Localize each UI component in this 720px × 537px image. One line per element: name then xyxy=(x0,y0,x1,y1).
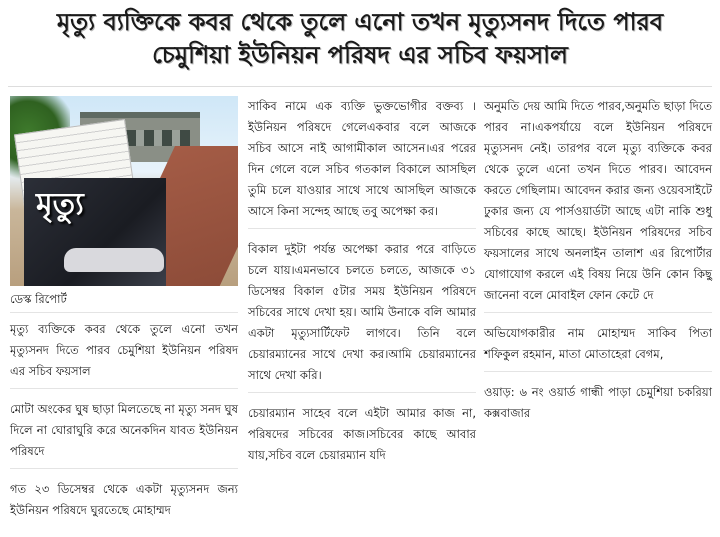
headline-line-1: মৃত্যু ব্যক্তিকে কবর থেকে তুলে এনো তখন মৃত্যুসনদ দিতে পারব xyxy=(56,8,664,36)
column2-paragraph-3: চেয়ারম্যান সাহেব বলে এইটা আমার কাজ না, পরিষদের সচিবের কাজ।সচিবের কাছে আবার যায়,সচিব বলে চেয়ারম্যান যদি xyxy=(248,406,476,462)
column1-paragraph-1: মৃত্যু ব্যক্তিকে কবর থেকে তুলে এনো তখন মৃত্যুসনদ দিতে পারব চেমুশিয়া ইউনিয়ন পরিষদ এর সচিব ফয়সাল xyxy=(10,319,238,389)
photo-shrouded-body xyxy=(64,248,164,272)
column-2 xyxy=(248,96,476,482)
column3-paragraph-1: অনুমতি দেয় আমি দিতে পারব,অনুমতি ছাড়া দিতে পারব না।একপর্যায়ে বলে ইউনিয়ন পরিষদে মৃত্যুসনদ নেই। তারপর বলে মৃত্যু ব্যক্তিকে কবর থেকে তুলে এনো তখন দিতে পারব। আবেদন করতে গেছিলাম। আবেদন করার জন্য ওয়েবসাইটে ঢুকার জন্য যে পার্সওয়ার্ডটা আছে এটা নাকি শুধু সচিবের কাছে আছে। ইউনিয়ন পরিষদের সচিব ফয়সালের সাথে অনলাইন তালাশ এর রিপোর্টার যোগাযোগ করলে এই বিষয় নিয়ে উনি কোন কিছু জানেনা বলে মোবাইল ফোন কেটে দে xyxy=(484,96,712,313)
news-photo xyxy=(10,96,238,286)
column2-paragraph-1: সাকিব নামে এক ব্যক্তি ভুক্তভোগীর বক্তব্য । ইউনিয়ন পরিষদে গেলেএকবার বলে আজকে সচিব আসে নাই আগামীকাল আসেন।এর পরের দিন গেলে বলে সচিব গতকাল বিকালে আসছিল তুমি চলে যাওয়ার সাথে সাথে আসছিল আজকে আসে কিনা সন্দেহ আছে তবু অপেক্ষা কর। xyxy=(248,96,476,229)
column-1 xyxy=(10,96,238,537)
column-3 xyxy=(484,96,712,440)
headline-line-2: চেমুশিয়া ইউনিয়ন পরিষদ এর সচিব ফয়সাল xyxy=(152,41,568,69)
column3-paragraph-2: অভিযোগকারীর নাম মোহাম্মদ সাকিব পিতা শফিকুল রহমান, মাতা মোতাহেরা বেগম, xyxy=(484,323,712,372)
column1-paragraph-3: গত ২৩ ডিসেম্বর থেকে একটা মৃত্যুসনদ জন্য ইউনিয়ন পরিষদে ঘুরতেছে মোহাম্মদ xyxy=(10,482,238,517)
column3-paragraph-3: ওয়াড়: ৬ নং ওয়ার্ড গান্ধী পাড়া চেমুশিয়া চকরিয়া কক্সবাজার xyxy=(484,385,712,420)
photo-overlay-label: মৃত্যু xyxy=(36,187,84,222)
headline-divider xyxy=(8,86,712,87)
column2-paragraph-2: বিকাল দুইটা পর্যন্ত অপেক্ষা করার পরে বাড়িতে চলে যায়।এমনভাবে চলতে চলতে, আজকে ৩১ ডিসেম্বর বিকাল ৫টার সময় ইউনিয়ন পরিষদে সচিবের সাথে দেখা হয়। আমি উনাকে বলি আমার একটা মৃত্যুসার্টিফেট লাগবে। তিনি বলে চেয়ারম্যানের সাথে দেখা কর।আমি চেয়ারম্যানের সাথে দেখা করি। xyxy=(248,239,476,393)
column1-paragraph-2: মোটা অংকের ঘুষ ছাড়া মিলতেছে না মৃত্যু সনদ ঘুষ দিলে না ঘোরাঘুরি করে অনেকদিন যাবত ইউনিয়ন পরিষদে xyxy=(10,399,238,469)
byline: ডেস্ক রিপোর্ট xyxy=(10,290,238,313)
headline xyxy=(0,0,720,84)
